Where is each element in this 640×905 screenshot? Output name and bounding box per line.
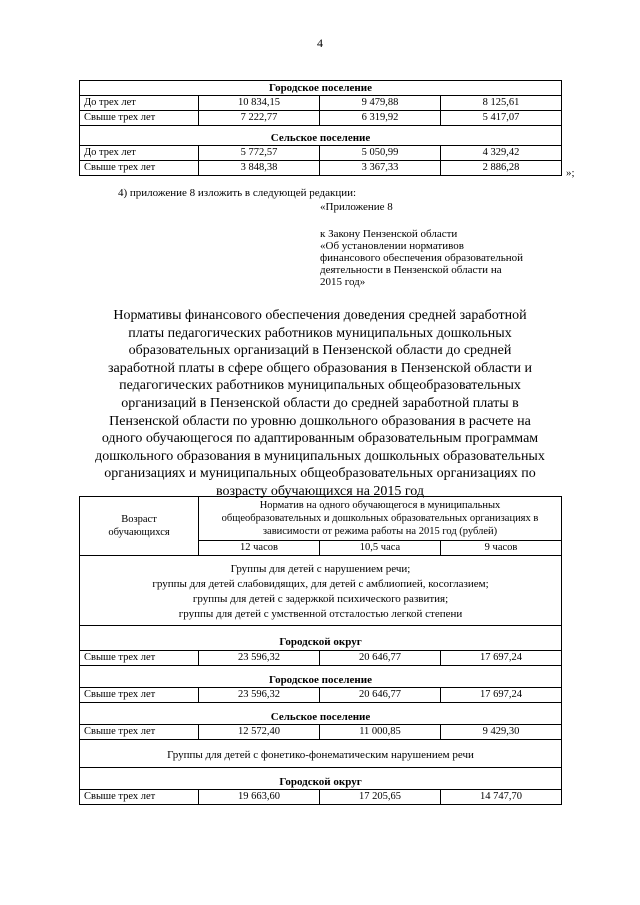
- cell-value: 17 205,65: [320, 790, 441, 805]
- appendix-header: [320, 201, 570, 288]
- cell-value: 2 886,28: [441, 161, 562, 176]
- page-number: 4: [317, 36, 323, 50]
- cell-value: 17 697,24: [441, 688, 562, 703]
- title-line: возрасту обучающихся на 2015 год: [215, 483, 425, 499]
- section-title: Городской округ: [80, 768, 562, 790]
- cell-value: 5 417,07: [441, 111, 562, 126]
- cell-value: 23 596,32: [199, 651, 320, 666]
- row-label: Свыше трех лет: [80, 725, 199, 740]
- title-line: заработной платы в сфере общего образования в Пензенской области и: [108, 360, 532, 376]
- cell-value: 17 697,24: [441, 651, 562, 666]
- group-line: группы для детей слабовидящих, для детей с амблиопией, косоглазием;: [152, 578, 489, 590]
- amendment-text: 4) приложение 8 изложить в следующей редакции:: [118, 187, 357, 199]
- column-header: 10,5 часа: [320, 541, 441, 556]
- cell-value: 4 329,42: [441, 146, 562, 161]
- cell-value: 9 429,30: [441, 725, 562, 740]
- table-row: [80, 688, 562, 703]
- appendix-line: деятельности в Пензенской области на: [320, 264, 502, 276]
- cell-value: 20 646,77: [320, 688, 441, 703]
- group-line: группы для детей с задержкой психического развития;: [192, 593, 449, 605]
- table-row: [80, 146, 562, 161]
- cell-value: 5 772,57: [199, 146, 320, 161]
- cell-value: 7 222,77: [199, 111, 320, 126]
- appendix-line: «Приложение 8: [320, 201, 393, 213]
- row-label: До трех лет: [80, 96, 199, 111]
- group-line: Группы для детей с нарушением речи;: [230, 563, 411, 575]
- appendix-line: финансового обеспечения образовательной: [320, 252, 524, 264]
- group-line: группы для детей с умственной отсталостью легкой степени: [178, 608, 463, 620]
- group-title: [80, 556, 562, 626]
- cell-value: 6 319,92: [320, 111, 441, 126]
- title-line: Пензенской области по уровню дошкольного образования в расчете на: [109, 413, 531, 429]
- title-line: педагогических работников муниципальных общеобразовательных: [119, 378, 521, 394]
- cell-value: 20 646,77: [320, 651, 441, 666]
- title-line: платы педагогических работников муниципальных дошкольных: [128, 325, 512, 341]
- title-line: Нормативы финансового обеспечения доведения средней заработной: [113, 308, 527, 323]
- closing-mark: »;: [566, 167, 575, 179]
- row-label: Свыше трех лет: [80, 111, 199, 126]
- section-title: Сельское поселение: [80, 126, 562, 146]
- row-label: Свыше трех лет: [80, 688, 199, 703]
- row-label: До трех лет: [80, 146, 199, 161]
- title-line: образовательных организаций в Пензенской области до средней: [128, 343, 512, 359]
- cell-value: 10 834,15: [199, 96, 320, 111]
- cell-value: 12 572,40: [199, 725, 320, 740]
- document-title: [70, 307, 570, 501]
- title-line: дошкольного образования в муниципальных дошкольных образовательных: [95, 448, 545, 464]
- appendix-line: 2015 год»: [320, 276, 366, 288]
- row-label: Свыше трех лет: [80, 161, 199, 176]
- column-header: 9 часов: [441, 541, 562, 556]
- column-header: 12 часов: [199, 541, 320, 556]
- table-row: [80, 790, 562, 805]
- section-title: Городское поселение: [80, 81, 562, 96]
- cell-value: 3 367,33: [320, 161, 441, 176]
- header-norm: Норматив на одного обучающегося в муниципальных общеобразовательных и дошкольных образовательных организациях в зависимости от режима работы на 2015 год (рублей): [199, 497, 562, 541]
- cell-value: 3 848,38: [199, 161, 320, 176]
- table-row: [80, 96, 562, 111]
- norms-table: [79, 496, 562, 805]
- appendix-line: к Закону Пензенской области: [320, 228, 458, 240]
- table-row: [80, 161, 562, 176]
- section-title: Городское поселение: [80, 666, 562, 688]
- section-title: Городской округ: [80, 626, 562, 651]
- group-title: Группы для детей с фонетико-фонематическим нарушением речи: [80, 740, 562, 768]
- table-row: [80, 111, 562, 126]
- top-table: [79, 80, 562, 176]
- title-line: одного обучающегося по адаптированным образовательным программам: [101, 431, 539, 447]
- cell-value: 8 125,61: [441, 96, 562, 111]
- title-line: организаций в Пензенской области до средней заработной платы в: [121, 395, 519, 411]
- cell-value: 19 663,60: [199, 790, 320, 805]
- section-title: Сельское поселение: [80, 703, 562, 725]
- table-row: [80, 725, 562, 740]
- cell-value: 14 747,70: [441, 790, 562, 805]
- cell-value: 11 000,85: [320, 725, 441, 740]
- cell-value: 9 479,88: [320, 96, 441, 111]
- appendix-line: «Об установлении нормативов: [320, 240, 464, 252]
- row-label: Свыше трех лет: [80, 651, 199, 666]
- cell-value: 23 596,32: [199, 688, 320, 703]
- table-row: [80, 651, 562, 666]
- row-label: Свыше трех лет: [80, 790, 199, 805]
- header-age: Возраст обучающихся: [80, 497, 199, 556]
- title-line: организациях и муниципальных общеобразовательных организациях по: [104, 466, 536, 482]
- cell-value: 5 050,99: [320, 146, 441, 161]
